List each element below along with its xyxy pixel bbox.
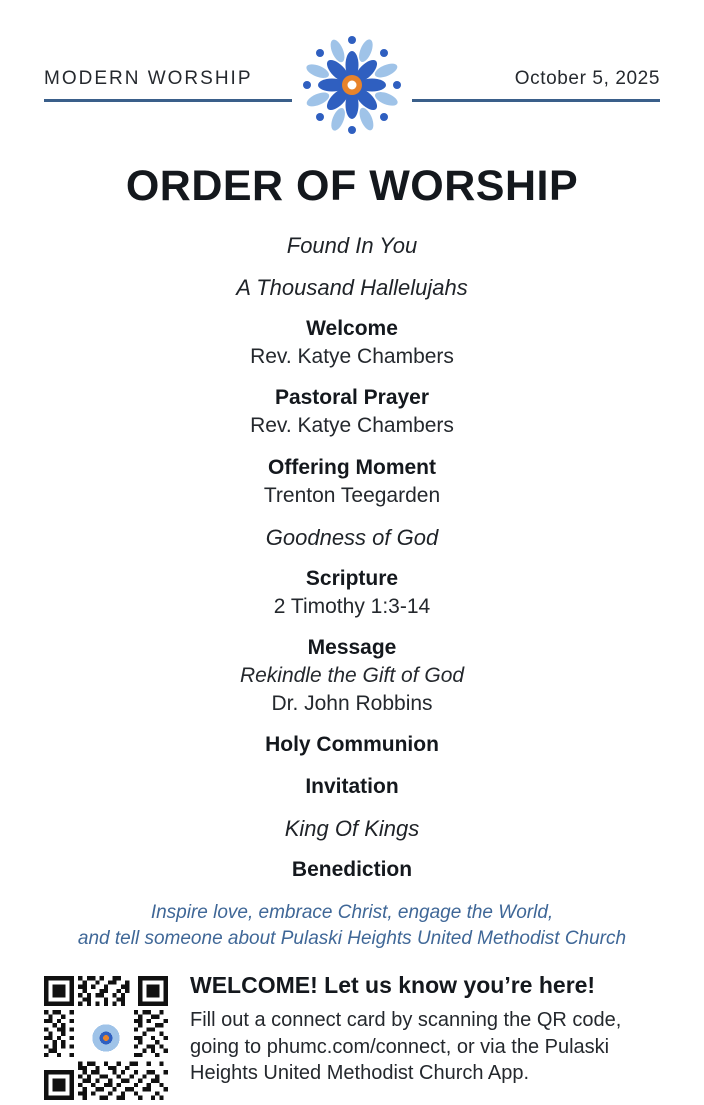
service-label: MODERN WORSHIP bbox=[44, 68, 253, 89]
item-speaker: Dr. John Robbins bbox=[271, 692, 433, 716]
song-title: Goodness of God bbox=[265, 524, 439, 550]
tagline-line-2: and tell someone about Pulaski Heights United Methodist Church bbox=[77, 928, 627, 950]
item-title: Scripture bbox=[305, 566, 399, 590]
item-subtitle: Rekindle the Gift of God bbox=[239, 664, 465, 688]
header-rule-left bbox=[44, 99, 292, 102]
order-item bbox=[0, 454, 704, 510]
order-item bbox=[0, 315, 704, 371]
order-of-worship-list bbox=[0, 231, 704, 884]
church-flower-logo bbox=[292, 30, 412, 140]
item-title: Benediction bbox=[291, 857, 413, 881]
order-item bbox=[0, 384, 704, 440]
order-item bbox=[0, 814, 704, 843]
tagline-line-1: Inspire love, embrace Christ, engage the World, bbox=[150, 901, 554, 923]
order-item bbox=[0, 523, 704, 552]
header-left bbox=[44, 68, 292, 102]
service-date: October 5, 2025 bbox=[514, 68, 660, 89]
order-item bbox=[0, 231, 704, 260]
page-header bbox=[0, 0, 704, 140]
mission-tagline bbox=[0, 900, 704, 952]
page-title: ORDER OF WORSHIP bbox=[125, 162, 579, 210]
header-rule-right bbox=[412, 99, 660, 102]
item-subtitle: Rev. Katye Chambers bbox=[250, 414, 454, 438]
footer-text bbox=[168, 972, 664, 1086]
item-title: Invitation bbox=[305, 774, 399, 798]
order-item bbox=[0, 856, 704, 884]
item-subtitle: Rev. Katye Chambers bbox=[250, 345, 454, 369]
item-title: Offering Moment bbox=[268, 455, 436, 479]
order-item bbox=[0, 634, 704, 718]
connect-card-qr-code[interactable] bbox=[44, 976, 168, 1100]
song-title: A Thousand Hallelujahs bbox=[236, 275, 468, 301]
item-title: Pastoral Prayer bbox=[274, 386, 430, 410]
song-title: King Of Kings bbox=[284, 815, 420, 841]
order-item bbox=[0, 273, 704, 302]
item-title: Welcome bbox=[306, 317, 398, 341]
order-item bbox=[0, 773, 704, 801]
connect-instructions: Fill out a connect card by scanning the QR code, going to phumc.com/connect, or via the Pulaski Heights United Methodist Church App. bbox=[190, 1009, 622, 1085]
order-item bbox=[0, 565, 704, 621]
item-subtitle: Trenton Teegarden bbox=[263, 483, 441, 507]
welcome-heading: WELCOME! Let us know you’re here! bbox=[190, 972, 596, 999]
item-title: Holy Communion bbox=[265, 733, 439, 757]
item-title: Message bbox=[307, 636, 397, 660]
connect-footer bbox=[0, 972, 704, 1100]
item-subtitle: 2 Timothy 1:3-14 bbox=[273, 594, 431, 618]
header-right bbox=[412, 68, 660, 102]
song-title: Found In You bbox=[286, 233, 418, 258]
order-item bbox=[0, 731, 704, 759]
